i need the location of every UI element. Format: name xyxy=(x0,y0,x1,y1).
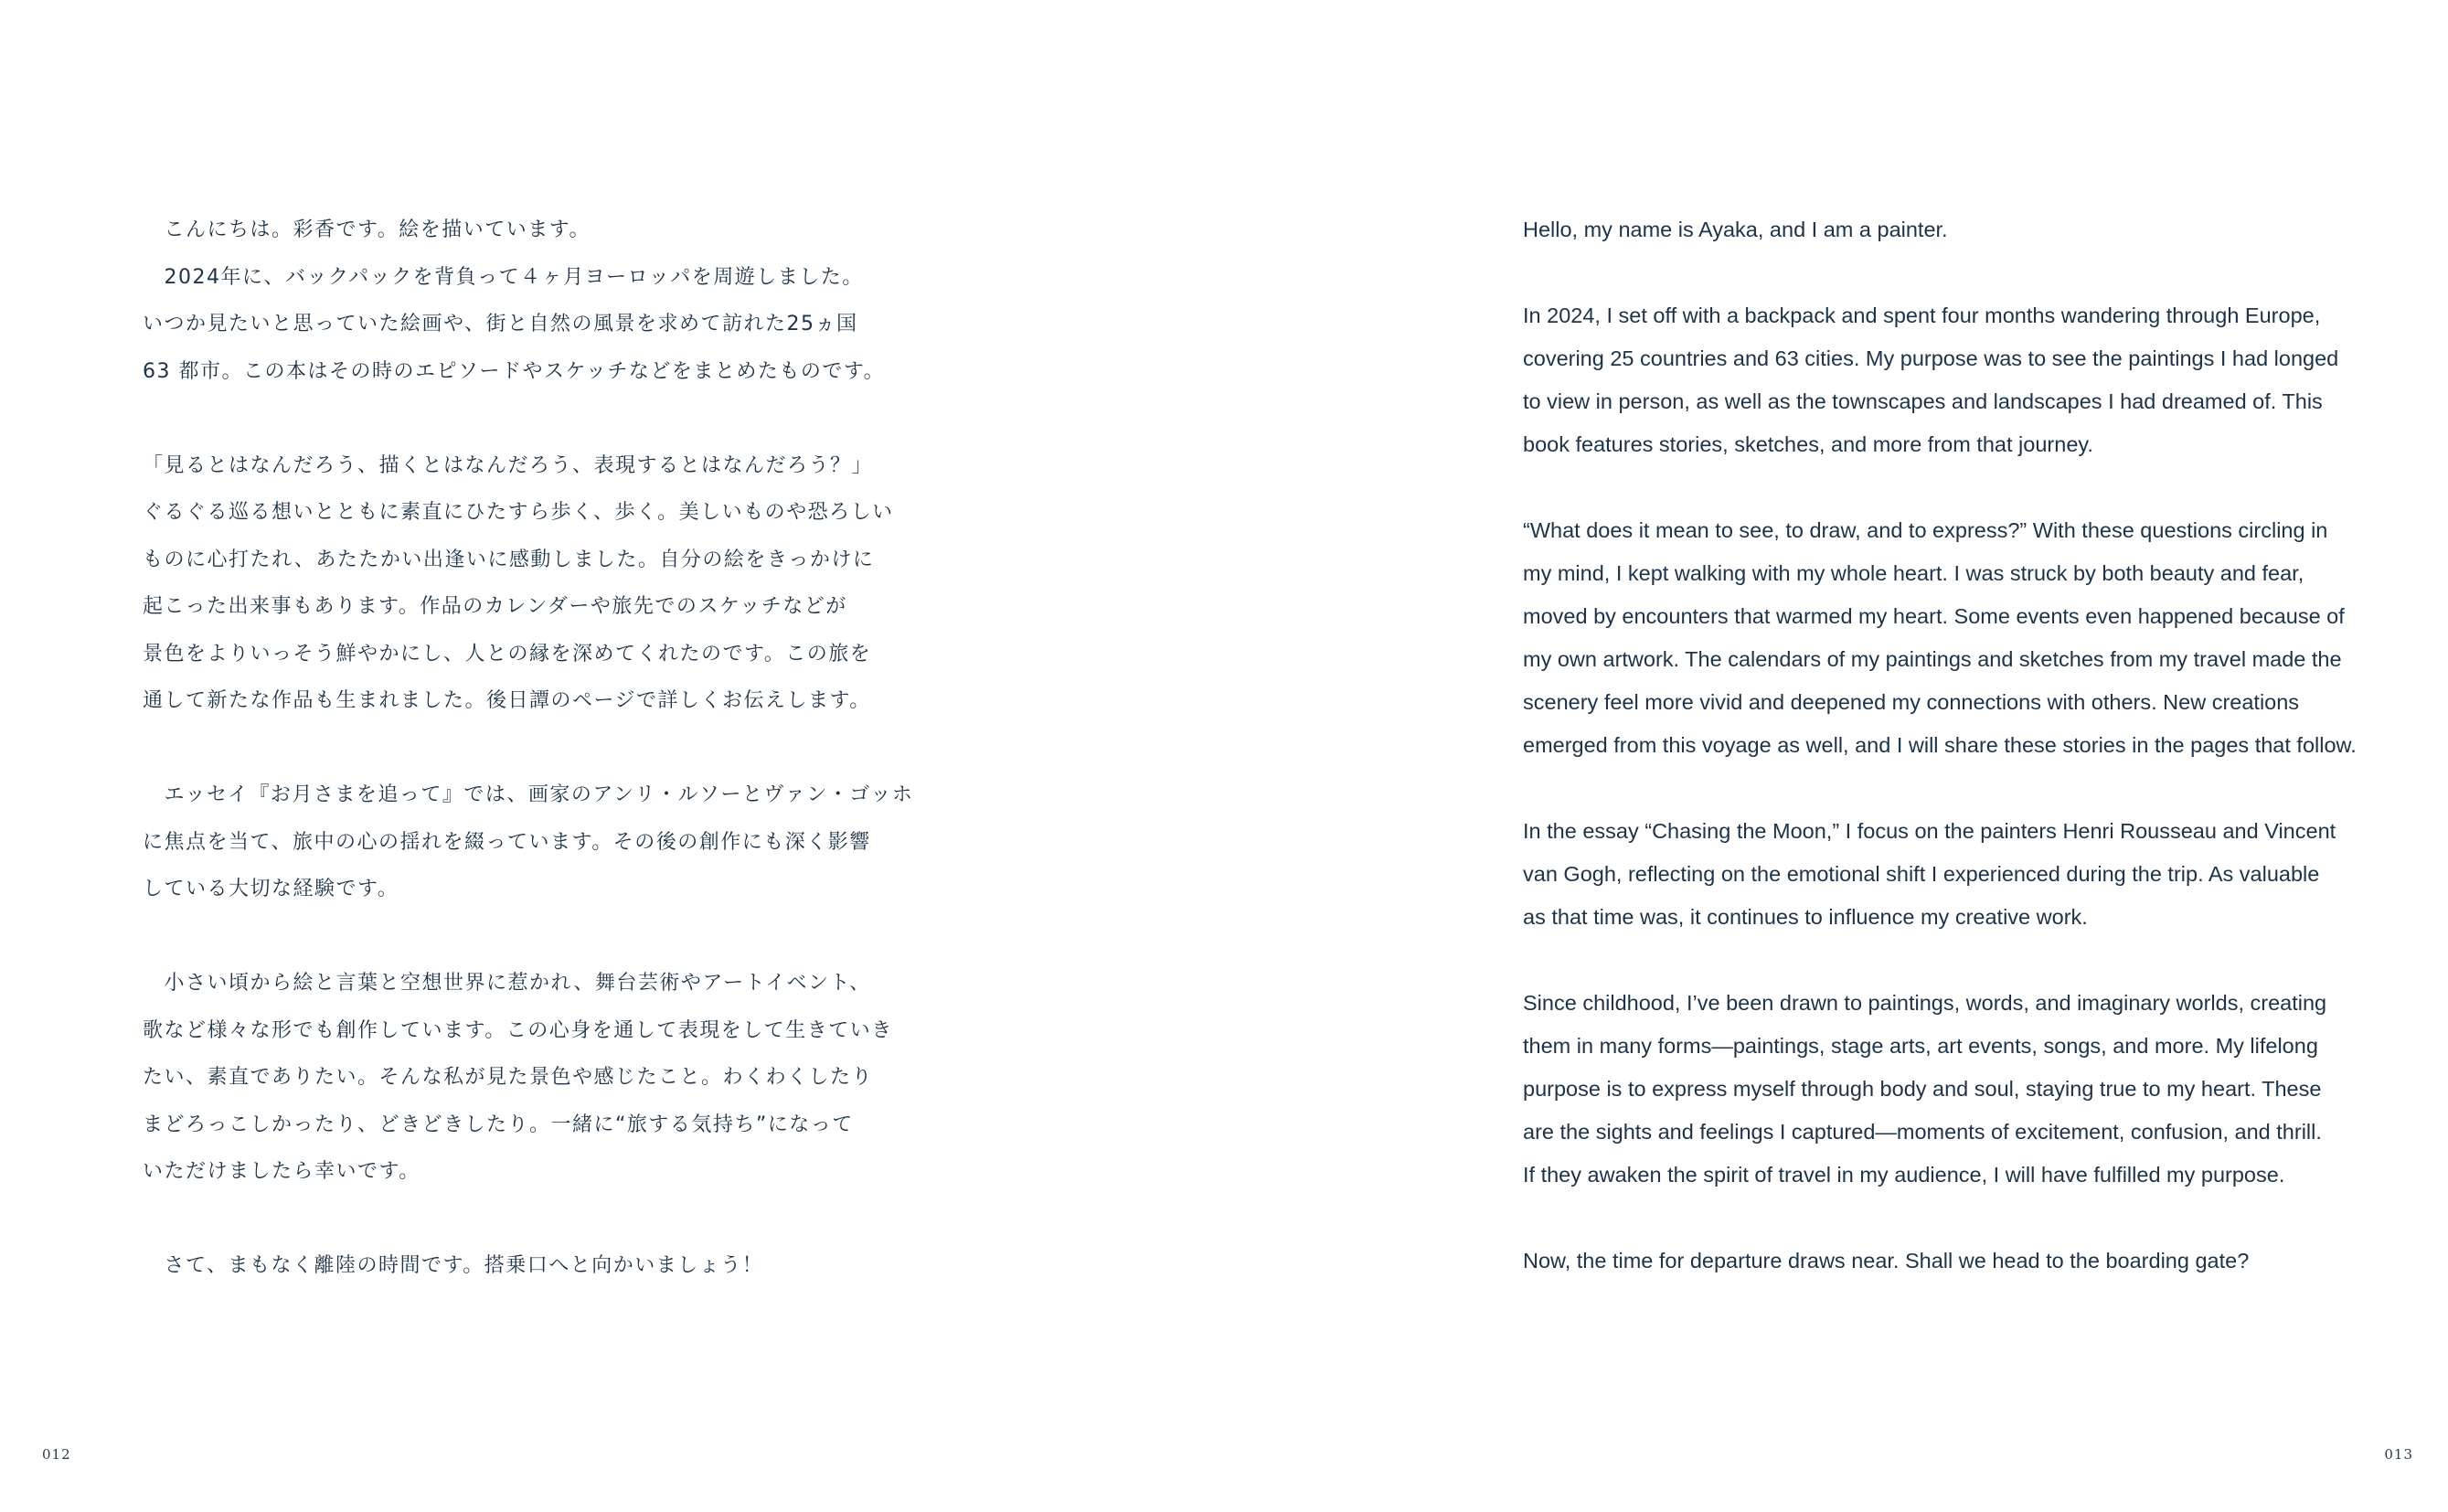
jp-line: エッセイ『お月さまを追って』では、画家のアンリ・ルソーとヴァン・ゴッホ xyxy=(143,783,914,806)
jp-paragraph-3 xyxy=(143,772,914,913)
page-number-left: 012 xyxy=(42,1446,71,1463)
en-paragraph-4 xyxy=(1523,810,2336,939)
jp-line: 起こった出来事もあります。作品のカレンダーや旅先でのスケッチなどが xyxy=(143,595,847,618)
en-line: covering 25 countries and 63 cities. My purpose was to see the paintings I had longed xyxy=(1523,346,2339,370)
jp-line: 2024年に、バックパックを背負って４ヶ月ヨーロッパを周遊しました。 xyxy=(143,265,864,289)
jp-line: 小さい頃から絵と言葉と空想世界に惹かれ、舞台芸術やアートイベント、 xyxy=(143,972,871,995)
jp-line: たい、素直でありたい。そんな私が見た景色や感じたこと。わくわくしたり xyxy=(143,1066,874,1089)
english-body-text xyxy=(1523,208,2357,1326)
jp-line: 「見るとはなんだろう、描くとはなんだろう、表現するとはなんだろう？」 xyxy=(143,453,874,477)
en-line: “What does it mean to see, to draw, and to express?” With these questions circling in xyxy=(1523,518,2328,542)
jp-paragraph-5 xyxy=(143,1242,824,1290)
jp-line: ぐるぐる巡る想いとともに素直にひたすら歩く、歩く。美しいものや恐ろしい xyxy=(143,501,894,524)
jp-paragraph-1 xyxy=(143,207,886,395)
en-paragraph-1 xyxy=(1523,208,2327,251)
en-line: Now, the time for departure draws near. Shall we head to the boarding gate? xyxy=(1523,1249,2250,1272)
en-line: book features stories, sketches, and more from that journey. xyxy=(1523,432,2093,456)
jp-line: 通して新たな作品も生まれました。後日譚のページで詳しくお伝えします。 xyxy=(143,689,871,712)
en-line: to view in person, as well as the townscapes and landscapes I had dreamed of. This xyxy=(1523,389,2323,413)
jp-paragraph-4 xyxy=(143,960,893,1196)
en-line: van Gogh, reflecting on the emotional shift I experienced during the trip. As valuable xyxy=(1523,862,2320,886)
page-number-right: 013 xyxy=(2384,1446,2413,1463)
jp-paragraph-2 xyxy=(143,442,894,725)
en-line: purpose is to express myself through body and soul, staying true to my heart. These xyxy=(1523,1077,2322,1101)
en-line: emerged from this voyage as well, and I will share these stories in the pages that follow. xyxy=(1523,733,2357,757)
en-paragraph-2 xyxy=(1523,294,2339,466)
en-paragraph-3 xyxy=(1523,509,2357,767)
japanese-body-text xyxy=(143,207,914,1336)
jp-line: 景色をよりいっそう鮮やかにし、人との縁を深めてくれたのです。この旅を xyxy=(143,642,872,665)
en-line: scenery feel more vivid and deepened my connections with others. New creations xyxy=(1523,690,2300,714)
jp-line: いつか見たいと思っていた絵画や、街と自然の風景を求めて訪れた25ヵ国 xyxy=(143,313,858,335)
en-line: In the essay “Chasing the Moon,” I focus on the painters Henri Rousseau and Vincent xyxy=(1523,819,2336,843)
en-line: as that time was, it continues to influence my creative work. xyxy=(1523,905,2088,929)
en-line: Hello, my name is Ayaka, and I am a painter. xyxy=(1523,218,1948,241)
en-line: my own artwork. The calendars of my paintings and sketches from my travel made the xyxy=(1523,647,2342,671)
right-page-english xyxy=(1224,0,2448,1512)
jp-line: ものに心打たれ、あたたかい出逢いに感動しました。自分の絵をきっかけに xyxy=(143,548,875,571)
en-line: If they awaken the spirit of travel in my audience, I will have fulfilled my purpose. xyxy=(1523,1163,2285,1187)
en-line: Since childhood, I’ve been drawn to paintings, words, and imaginary worlds, creating xyxy=(1523,991,2327,1015)
jp-line: している大切な経験です。 xyxy=(143,878,399,900)
en-line: them in many forms—paintings, stage arts, art events, songs, and more. My lifelong xyxy=(1523,1034,2318,1058)
en-line: my mind, I kept walking with my whole heart. I was struck by both beauty and fear, xyxy=(1523,561,2304,585)
en-line: In 2024, I set off with a backpack and spent four months wandering through Europe, xyxy=(1523,303,2321,327)
en-line: moved by encounters that warmed my heart. Some events even happened because of xyxy=(1523,604,2345,628)
jp-line: に焦点を当て、旅中の心の揺れを綴っています。その後の創作にも深く影響 xyxy=(143,830,871,854)
en-paragraph-6 xyxy=(1523,1240,2327,1283)
jp-line: まどろっこしかったり、どきどきしたり。一緒に“旅する気持ち”になって xyxy=(143,1113,854,1136)
jp-line: こんにちは。彩香です。絵を描いています。 xyxy=(143,218,591,241)
jp-line: 歌など様々な形でも創作しています。この心身を通して表現をして生きていき xyxy=(143,1018,893,1042)
jp-line: さて、まもなく離陸の時間です。搭乗口へと向かいましょう！ xyxy=(143,1254,764,1277)
en-paragraph-5 xyxy=(1523,982,2327,1197)
en-line: are the sights and feelings I captured—moments of excitement, confusion, and thrill. xyxy=(1523,1120,2322,1144)
jp-line: 63 都市。この本はその時のエピソードやスケッチなどをまとめたものです。 xyxy=(143,359,886,383)
jp-line: いただけましたら幸いです。 xyxy=(143,1160,420,1183)
